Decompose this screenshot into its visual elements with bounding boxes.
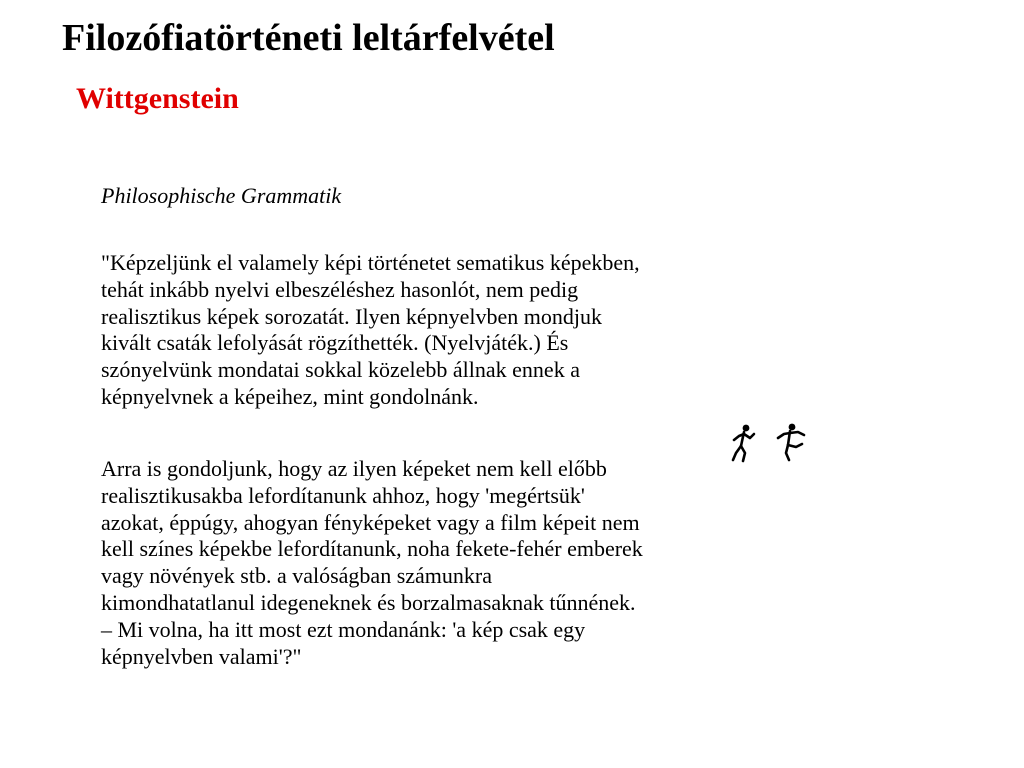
slide-subtitle: Wittgenstein: [76, 82, 239, 115]
text-line: szónyelvünk mondatai sokkal közelebb állnak ennek a: [101, 357, 580, 383]
text-line: – Mi volna, ha itt most ezt mondanánk: 'a kép csak egy: [101, 616, 586, 642]
text-line: kell színes képekbe lefordítanunk, noha fekete-fehér emberek: [101, 536, 643, 562]
text-line: tehát inkább nyelvi elbeszéléshez hasonlót, nem pedig: [101, 276, 579, 302]
text-line: kimondhatatlanul idegeneknek és borzalmasaknak tűnnének.: [101, 589, 636, 615]
slide-title: Filozófiatörténeti leltárfelvétel: [62, 17, 555, 59]
quote-paragraph-1: [101, 250, 821, 411]
text-line: realisztikus képek sorozatát. Ilyen képnyelvben mondjuk: [101, 303, 602, 329]
text-line: azokat, éppúgy, ahogyan fényképeket vagy a film képeit nem: [101, 509, 640, 535]
work-title: Philosophische Grammatik: [101, 183, 342, 208]
text-line: Arra is gondoljunk, hogy az ilyen képeket nem kell előbb: [101, 456, 607, 481]
text-line: képnyelvnek a képeihez, mint gondolnánk.: [101, 383, 479, 409]
text-line: képnyelvben valami'?": [101, 643, 302, 669]
quote-paragraph-2: [101, 456, 821, 670]
text-line: kivált csaták lefolyását rögzíthették. (Nyelvjáték.) És: [101, 330, 569, 356]
text-line: vagy növények stb. a valóságban számunkra: [101, 563, 492, 589]
text-line: realisztikusakba lefordítanunk ahhoz, hogy 'megértsük': [101, 482, 585, 508]
text-line: "Képzeljünk el valamely képi történetet sematikus képekben,: [101, 250, 640, 275]
